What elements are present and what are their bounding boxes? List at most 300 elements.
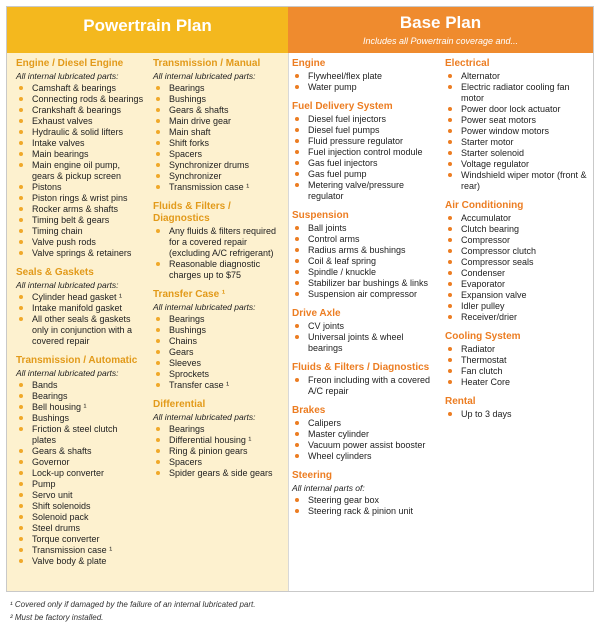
coverage-item-text: Radius arms & bushings: [308, 245, 406, 255]
coverage-item-text: Heater Core: [461, 377, 511, 387]
coverage-item-text: Stabilizer bar bushings & links: [308, 278, 429, 288]
bullet-icon: [156, 339, 160, 343]
coverage-item-text: Bell housing ¹: [32, 402, 87, 412]
coverage-item: [292, 440, 440, 451]
coverage-item: [16, 534, 144, 545]
bullet-icon: [295, 378, 299, 382]
coverage-item: [153, 336, 281, 347]
bullet-icon: [295, 292, 299, 296]
coverage-item-text: Piston rings & wrist pins: [32, 193, 128, 203]
coverage-item-text: Connecting rods & bearings: [32, 94, 144, 104]
powertrain-title: Powertrain Plan: [83, 16, 212, 35]
section-title: Fluids & Filters / Diagnostics: [153, 201, 231, 224]
bullet-icon: [448, 380, 452, 384]
coverage-item: [153, 127, 281, 138]
bullet-icon: [19, 416, 23, 420]
coverage-item-text: Shift solenoids: [32, 501, 91, 511]
coverage-item-text: Sleeves: [169, 358, 202, 368]
bullet-icon: [448, 238, 452, 242]
section-title: Transmission / Automatic: [16, 355, 138, 366]
coverage-item: [16, 149, 144, 160]
coverage-item: [153, 468, 281, 479]
bullet-icon: [156, 328, 160, 332]
bullet-icon: [448, 129, 452, 133]
bullet-icon: [295, 150, 299, 154]
coverage-section: [153, 289, 281, 391]
base-plan-header: [288, 7, 593, 53]
section-subtitle: All internal lubricated parts:: [153, 302, 256, 312]
section-subtitle: All internal lubricated parts:: [153, 71, 256, 81]
coverage-item: [153, 314, 281, 325]
coverage-item: [445, 170, 591, 192]
bullet-icon: [19, 218, 23, 222]
section-title: Seals & Gaskets: [16, 267, 94, 278]
coverage-item-text: Synchronizer drums: [169, 160, 250, 170]
bullet-icon: [448, 249, 452, 253]
bullet-icon: [19, 548, 23, 552]
bullet-icon: [19, 295, 23, 299]
coverage-item-text: Intake manifold gasket: [32, 303, 123, 313]
coverage-item: [16, 490, 144, 501]
bullet-icon: [156, 141, 160, 145]
bullet-icon: [448, 304, 452, 308]
coverage-section: [445, 200, 591, 323]
section-subtitle: All internal parts of:: [292, 483, 365, 493]
section-subtitle: All internal lubricated parts:: [16, 71, 119, 81]
coverage-item: [153, 138, 281, 149]
coverage-item: [153, 226, 281, 259]
bullet-icon: [156, 119, 160, 123]
bullet-icon: [295, 454, 299, 458]
coverage-item: [16, 226, 144, 237]
bullet-icon: [295, 270, 299, 274]
coverage-item: [292, 506, 440, 517]
coverage-item: [153, 435, 281, 446]
coverage-list: [292, 375, 440, 397]
coverage-item-text: Sprockets: [169, 369, 210, 379]
bullet-icon: [448, 118, 452, 122]
coverage-item-text: Windshield wiper motor (front & rear): [461, 170, 587, 191]
bullet-icon: [19, 559, 23, 563]
bullet-icon: [19, 119, 23, 123]
coverage-item: [16, 105, 144, 116]
bullet-icon: [295, 498, 299, 502]
coverage-item-text: Power window motors: [461, 126, 550, 136]
coverage-item-text: Transmission case ¹: [169, 182, 250, 192]
section-title: Air Conditioning: [445, 200, 524, 211]
bullet-icon: [19, 449, 23, 453]
coverage-item: [16, 116, 144, 127]
bullet-icon: [156, 108, 160, 112]
coverage-item-text: Pistons: [32, 182, 62, 192]
coverage-item: [445, 159, 591, 170]
bullet-icon: [448, 151, 452, 155]
bullet-icon: [448, 74, 452, 78]
coverage-item-text: Hydraulic & solid lifters: [32, 127, 124, 137]
bullet-icon: [448, 85, 452, 89]
powertrain-column-2: [153, 58, 281, 487]
coverage-item-text: Timing belt & gears: [32, 215, 110, 225]
coverage-item-text: Synchronizer: [169, 171, 222, 181]
section-title: Steering: [292, 470, 333, 481]
coverage-item-text: Radiator: [461, 344, 496, 354]
bullet-icon: [448, 358, 452, 362]
coverage-item: [16, 424, 144, 446]
bullet-icon: [448, 369, 452, 373]
coverage-item-text: Main shaft: [169, 127, 211, 137]
coverage-item: [292, 256, 440, 267]
coverage-list: [16, 292, 144, 347]
coverage-item-text: Main bearings: [32, 149, 89, 159]
bullet-icon: [156, 460, 160, 464]
coverage-item: [445, 137, 591, 148]
bullet-icon: [19, 537, 23, 541]
coverage-item-text: Gears & shafts: [169, 105, 229, 115]
coverage-item-text: Gears: [169, 347, 194, 357]
coverage-item-text: Gas fuel injectors: [308, 158, 378, 168]
base-plan-title: Base Plan: [399, 13, 482, 32]
bullet-icon: [448, 412, 452, 416]
coverage-item-text: Camshaft & bearings: [32, 83, 117, 93]
coverage-item: [153, 358, 281, 369]
coverage-item: [292, 125, 440, 136]
coverage-item-text: Spider gears & side gears: [169, 468, 273, 478]
coverage-item-text: Clutch bearing: [461, 224, 520, 234]
bullet-icon: [295, 324, 299, 328]
coverage-item-text: Idler pulley: [461, 301, 505, 311]
coverage-item: [153, 149, 281, 160]
coverage-item: [153, 83, 281, 94]
bullet-icon: [19, 196, 23, 200]
coverage-item: [153, 259, 281, 281]
coverage-item-text: Spacers: [169, 149, 203, 159]
coverage-item: [16, 512, 144, 523]
coverage-item: [153, 325, 281, 336]
coverage-item: [445, 235, 591, 246]
coverage-item: [292, 180, 440, 202]
coverage-item: [445, 126, 591, 137]
coverage-item: [153, 347, 281, 358]
coverage-item: [445, 224, 591, 235]
coverage-item: [292, 136, 440, 147]
bullet-icon: [156, 163, 160, 167]
coverage-item: [16, 215, 144, 226]
bullet-icon: [19, 86, 23, 90]
coverage-item-text: Electric radiator cooling fan motor: [461, 82, 570, 103]
coverage-item: [445, 246, 591, 257]
section-title: Suspension: [292, 210, 349, 221]
bullet-icon: [19, 185, 23, 189]
bullet-icon: [19, 515, 23, 519]
coverage-item: [16, 501, 144, 512]
bullet-icon: [156, 438, 160, 442]
coverage-section: [153, 201, 281, 281]
bullet-icon: [19, 460, 23, 464]
coverage-item-text: Torque converter: [32, 534, 100, 544]
bullet-icon: [448, 271, 452, 275]
bullet-icon: [156, 130, 160, 134]
coverage-item-text: Flywheel/flex plate: [308, 71, 383, 81]
bullet-icon: [19, 383, 23, 387]
coverage-item: [292, 234, 440, 245]
coverage-item: [292, 147, 440, 158]
bullet-icon: [295, 248, 299, 252]
bullet-icon: [19, 405, 23, 409]
coverage-item: [153, 369, 281, 380]
coverage-item-text: Up to 3 days: [461, 409, 512, 419]
coverage-item-text: Vacuum power assist booster: [308, 440, 426, 450]
coverage-list: [445, 213, 591, 323]
coverage-item: [292, 223, 440, 234]
coverage-item-text: Any fluids & filters required for a covered repair (excluding A/C refrigerant): [169, 226, 277, 258]
coverage-item-text: Transmission case ¹: [32, 545, 113, 555]
bullet-icon: [19, 152, 23, 156]
coverage-item: [292, 289, 440, 300]
bullet-icon: [156, 152, 160, 156]
coverage-list: [153, 226, 281, 281]
coverage-section: [292, 405, 440, 462]
coverage-item-text: Control arms: [308, 234, 360, 244]
coverage-section: [292, 308, 440, 354]
bullet-icon: [295, 432, 299, 436]
coverage-item: [153, 446, 281, 457]
bullet-icon: [156, 317, 160, 321]
section-title: Drive Axle: [292, 308, 341, 319]
coverage-item-text: Reasonable diagnostic charges up to $75: [169, 259, 261, 280]
coverage-item: [16, 83, 144, 94]
bullet-icon: [19, 427, 23, 431]
coverage-list: [292, 418, 440, 462]
powertrain-column-1: [16, 58, 144, 575]
bullet-icon: [448, 260, 452, 264]
coverage-item-text: Valve body & plate: [32, 556, 107, 566]
coverage-item-text: Bearings: [169, 83, 205, 93]
coverage-item-text: Steel drums: [32, 523, 81, 533]
footnote-1: ¹ Covered only if damaged by the failure of an internal lubricated part.: [10, 600, 256, 609]
coverage-item: [16, 545, 144, 556]
coverage-item: [153, 457, 281, 468]
section-subtitle: All internal lubricated parts:: [16, 368, 119, 378]
coverage-item: [445, 290, 591, 301]
coverage-item-text: Receiver/drier: [461, 312, 518, 322]
coverage-item-text: Starter solenoid: [461, 148, 525, 158]
coverage-item: [16, 468, 144, 479]
coverage-item: [292, 451, 440, 462]
coverage-item-text: Rocker arms & shafts: [32, 204, 119, 214]
bullet-icon: [156, 350, 160, 354]
bullet-icon: [448, 216, 452, 220]
coverage-item-text: Master cylinder: [308, 429, 370, 439]
coverage-item: [292, 71, 440, 82]
coverage-item: [16, 446, 144, 457]
coverage-item-text: Differential housing ¹: [169, 435, 252, 445]
coverage-item-text: Alternator: [461, 71, 501, 81]
coverage-item: [16, 457, 144, 468]
coverage-item: [16, 138, 144, 149]
bullet-icon: [156, 174, 160, 178]
coverage-section: [292, 210, 440, 300]
coverage-item-text: Compressor seals: [461, 257, 534, 267]
bullet-icon: [295, 281, 299, 285]
coverage-list: [292, 495, 440, 517]
bullet-icon: [448, 227, 452, 231]
coverage-item-text: Ball joints: [308, 223, 347, 233]
coverage-item: [16, 556, 144, 567]
coverage-item-text: Starter motor: [461, 137, 514, 147]
base-plan-column-1: [292, 58, 440, 525]
bullet-icon: [448, 173, 452, 177]
coverage-item-text: Steering rack & pinion unit: [308, 506, 414, 516]
section-title: Electrical: [445, 58, 490, 69]
coverage-item-text: Thermostat: [461, 355, 507, 365]
coverage-item-text: Evaporator: [461, 279, 506, 289]
coverage-item: [16, 127, 144, 138]
coverage-item-text: Main engine oil pump, gears & pickup screen: [32, 160, 122, 181]
bullet-icon: [19, 130, 23, 134]
coverage-section: [292, 470, 440, 517]
coverage-item: [445, 104, 591, 115]
coverage-item: [16, 391, 144, 402]
bullet-icon: [19, 207, 23, 211]
coverage-item: [445, 279, 591, 290]
coverage-item-text: Power seat motors: [461, 115, 537, 125]
section-title: Engine / Diesel Engine: [16, 58, 124, 69]
coverage-item-text: Main drive gear: [169, 116, 232, 126]
coverage-item-text: Universal joints & wheel bearings: [308, 332, 404, 353]
coverage-list: [16, 380, 144, 567]
coverage-item: [153, 171, 281, 182]
coverage-item: [445, 301, 591, 312]
coverage-item-text: Diesel fuel pumps: [308, 125, 380, 135]
coverage-item: [445, 355, 591, 366]
coverage-item-text: Transfer case ¹: [169, 380, 230, 390]
coverage-item: [445, 71, 591, 82]
coverage-item: [153, 94, 281, 105]
bullet-icon: [19, 504, 23, 508]
bullet-icon: [448, 140, 452, 144]
bullet-icon: [19, 482, 23, 486]
coverage-item-text: Cylinder head gasket ¹: [32, 292, 123, 302]
coverage-item-text: Bearings: [169, 424, 205, 434]
section-title: Rental: [445, 396, 476, 407]
bullet-icon: [295, 85, 299, 89]
coverage-item: [292, 82, 440, 93]
coverage-item-text: Exhaust valves: [32, 116, 93, 126]
coverage-item-text: Fan clutch: [461, 366, 503, 376]
coverage-item: [153, 424, 281, 435]
bullet-icon: [156, 449, 160, 453]
section-title: Transfer Case ¹: [153, 289, 226, 300]
coverage-section: [16, 267, 144, 347]
coverage-item: [16, 204, 144, 215]
coverage-item: [445, 366, 591, 377]
coverage-item-text: Coil & leaf spring: [308, 256, 377, 266]
coverage-item-text: Power door lock actuator: [461, 104, 561, 114]
bullet-icon: [156, 383, 160, 387]
coverage-item: [16, 303, 144, 314]
bullet-icon: [295, 259, 299, 263]
coverage-item: [445, 409, 591, 420]
bullet-icon: [19, 240, 23, 244]
bullet-icon: [448, 107, 452, 111]
coverage-item: [292, 375, 440, 397]
coverage-list: [445, 409, 591, 420]
coverage-item: [292, 278, 440, 289]
coverage-item-text: Valve push rods: [32, 237, 96, 247]
bullet-icon: [19, 251, 23, 255]
coverage-item: [16, 193, 144, 204]
bullet-icon: [295, 74, 299, 78]
bullet-icon: [19, 526, 23, 530]
bullet-icon: [156, 427, 160, 431]
coverage-item: [292, 158, 440, 169]
coverage-item: [445, 115, 591, 126]
section-title: Transmission / Manual: [153, 58, 261, 69]
base-plan-subtitle: Includes all Powertrain coverage and...: [362, 36, 519, 46]
coverage-list: [292, 223, 440, 300]
coverage-item-text: Servo unit: [32, 490, 73, 500]
coverage-list: [445, 344, 591, 388]
coverage-item-text: Pump: [32, 479, 56, 489]
coverage-item-text: Gears & shafts: [32, 446, 92, 456]
bullet-icon: [19, 493, 23, 497]
coverage-section: [445, 58, 591, 192]
coverage-item: [16, 248, 144, 259]
bullet-icon: [156, 262, 160, 266]
coverage-item-text: Voltage regulator: [461, 159, 530, 169]
coverage-item-text: Bearings: [169, 314, 205, 324]
section-title: Fluids & Filters / Diagnostics: [292, 362, 430, 373]
coverage-item-text: Accumulator: [461, 213, 512, 223]
coverage-item: [16, 314, 144, 347]
coverage-section: [153, 399, 281, 479]
bullet-icon: [295, 237, 299, 241]
coverage-section: [153, 58, 281, 193]
coverage-item-text: Metering valve/pressure regulator: [308, 180, 405, 201]
coverage-item: [153, 160, 281, 171]
coverage-list: [153, 83, 281, 193]
bullet-icon: [19, 306, 23, 310]
coverage-item: [445, 344, 591, 355]
coverage-item-text: Diesel fuel injectors: [308, 114, 387, 124]
coverage-item: [445, 268, 591, 279]
bullet-icon: [295, 443, 299, 447]
coverage-item-text: Water pump: [308, 82, 357, 92]
coverage-item: [292, 267, 440, 278]
coverage-item: [445, 82, 591, 104]
coverage-item-text: Bushings: [169, 94, 207, 104]
coverage-item-text: Steering gear box: [308, 495, 380, 505]
coverage-item-text: Crankshaft & bearings: [32, 105, 122, 115]
bullet-icon: [295, 128, 299, 132]
bullet-icon: [156, 97, 160, 101]
coverage-item: [16, 413, 144, 424]
coverage-item-text: Lock-up converter: [32, 468, 105, 478]
section-subtitle: All internal lubricated parts:: [153, 412, 256, 422]
bullet-icon: [19, 163, 23, 167]
bullet-icon: [295, 172, 299, 176]
bullet-icon: [295, 421, 299, 425]
coverage-section: [292, 101, 440, 202]
section-subtitle: All internal lubricated parts:: [16, 280, 119, 290]
coverage-item-text: Ring & pinion gears: [169, 446, 248, 456]
coverage-item: [445, 213, 591, 224]
coverage-item: [16, 292, 144, 303]
section-title: Fuel Delivery System: [292, 101, 393, 112]
section-title: Cooling System: [445, 331, 521, 342]
coverage-item: [445, 377, 591, 388]
bullet-icon: [295, 161, 299, 165]
